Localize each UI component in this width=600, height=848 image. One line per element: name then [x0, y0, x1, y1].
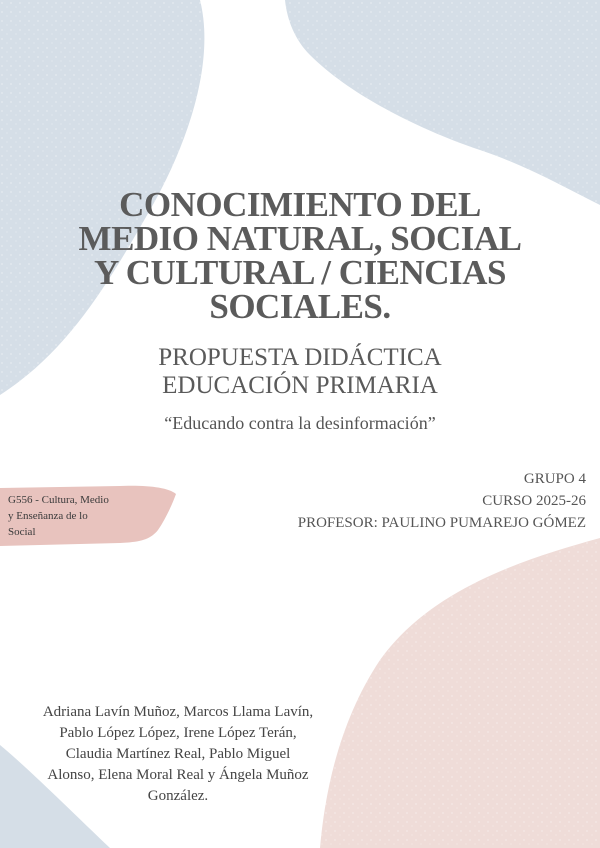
title-line: SOCIALES.: [209, 287, 391, 326]
authors-line: Claudia Martínez Real, Pablo Miguel: [65, 746, 291, 762]
authors-line: Adriana Lavín Muñoz, Marcos Llama Lavín,: [42, 704, 314, 720]
authors-line: González.: [147, 788, 209, 804]
motto: “Educando contra la desinformación”: [164, 413, 436, 433]
subtitle-line: EDUCACIÓN PRIMARIA: [162, 372, 438, 399]
authors-line: Alonso, Elena Moral Real y Ángela Muñoz: [47, 767, 309, 783]
title-line: CONOCIMIENTO DEL: [119, 185, 481, 224]
course-label: CURSO 2025-26: [482, 493, 586, 509]
professor-label: PROFESOR: PAULINO PUMAREJO GÓMEZ: [297, 515, 586, 531]
course-info: [298, 468, 586, 534]
title-line: MEDIO NATURAL, SOCIAL: [78, 219, 522, 258]
authors-line: Pablo López López, Irene López Terán,: [59, 725, 297, 741]
title-line: Y CULTURAL / CIENCIAS: [94, 253, 506, 292]
document-title: [40, 185, 560, 326]
group-label: GRUPO 4: [523, 471, 586, 487]
subject-tag-line: Social: [8, 526, 36, 538]
subtitle-line: PROPUESTA DIDÁCTICA: [158, 344, 442, 371]
subject-tag: [8, 492, 113, 540]
subject-tag-line: y Enseñanza de lo: [8, 510, 88, 522]
subject-tag-line: G556 - Cultura, Medio: [8, 494, 109, 506]
authors: [18, 702, 338, 807]
document-subtitle: [60, 344, 540, 400]
